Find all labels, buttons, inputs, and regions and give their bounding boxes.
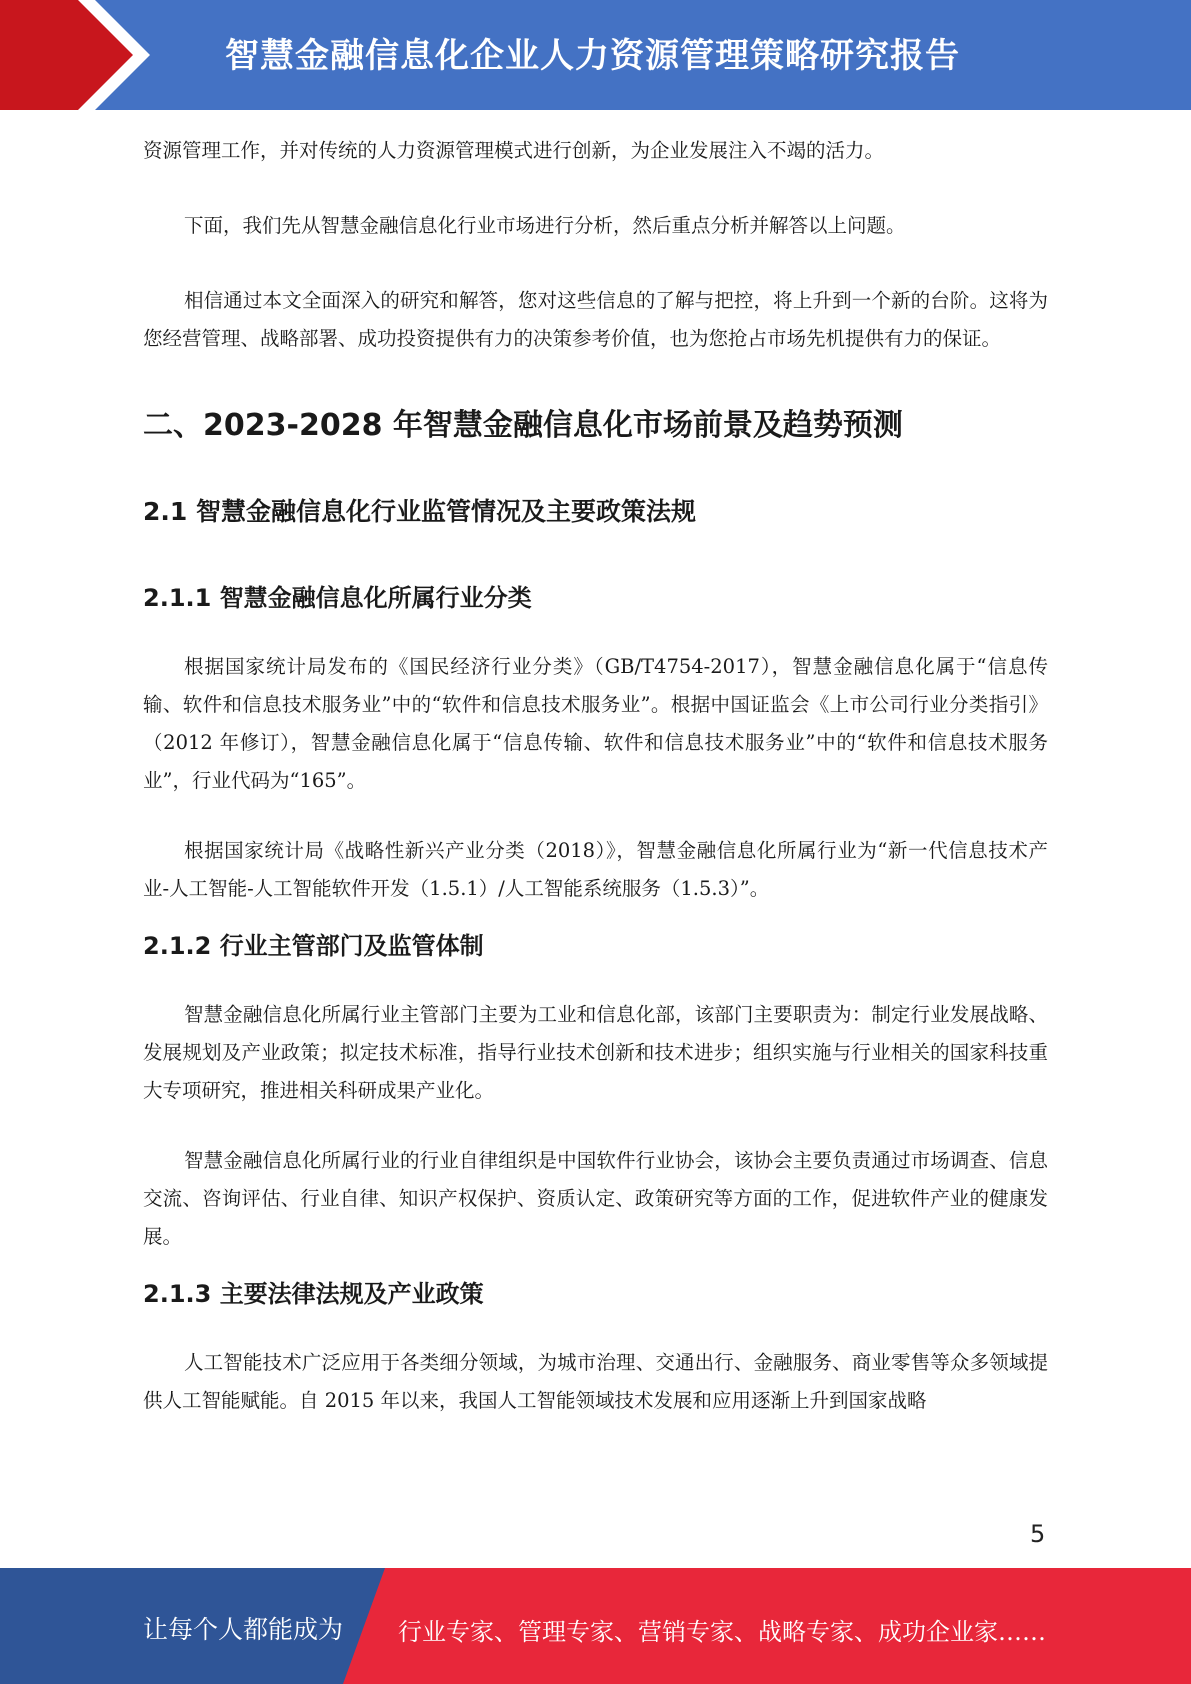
report-title: 智慧金融信息化企业人力资源管理策略研究报告 [225,36,960,76]
paragraph: 智慧金融信息化所属行业的行业自律组织是中国软件行业协会，该协会主要负责通过市场调查、信息交流、咨询评估、行业自律、知识产权保护、资质认定、政策研究等方面的工作，促进软件产业的健康发展。 [143,1149,1048,1248]
paragraph: 下面，我们先从智慧金融信息化行业市场进行分析，然后重点分析并解答以上问题。 [184,214,906,237]
subsection-heading: 2.1 智慧金融信息化行业监管情况及主要政策法规 [143,497,696,526]
subsubsection-heading: 2.1.3 主要法律法规及产业政策 [143,1280,484,1308]
subsubsection-heading: 2.1.1 智慧金融信息化所属行业分类 [143,584,532,612]
paragraph: 资源管理工作，并对传统的人力资源管理模式进行创新，为企业发展注入不竭的活力。 [143,139,885,162]
page-number: 5 [1030,1520,1046,1548]
section-heading: 二、2023-2028 年智慧金融信息化市场前景及趋势预测 [143,408,903,443]
subsubsection-heading: 2.1.2 行业主管部门及监管体制 [143,932,484,960]
paragraph: 根据国家统计局《战略性新兴产业分类（2018）》，智慧金融信息化所属行业为“新一代信息技术产业-人工智能-人工智能软件开发（1.5.1）/人工智能系统服务（1.5.3）”。 [143,839,1048,900]
paragraph: 根据国家统计局发布的《国民经济行业分类》（GB/T4754-2017），智慧金融信息化属于“信息传输、软件和信息技术服务业”中的“软件和信息技术服务业”。根据中国证监会《上市公司行业分类指引》（2012 年修订），智慧金融信息化属于“信息传输、软件和信息技术服务业”中的“软件和信息技术服务业”，行业代码为“165”。 [143,655,1048,792]
footer-slogan-left: 让每个人都能成为 [143,1615,344,1644]
page-header [0,0,1191,110]
paragraph: 相信通过本文全面深入的研究和解答，您对这些信息的了解与把控，将上升到一个新的台阶。这将为您经营管理、战略部署、成功投资提供有力的决策参考价值，也为您抢占市场先机提供有力的保证。 [143,289,1048,350]
red-chevron-icon [0,0,160,110]
page-footer [0,1568,1191,1684]
paragraph: 智慧金融信息化所属行业主管部门主要为工业和信息化部，该部门主要职责为：制定行业发展战略、发展规划及产业政策；拟定技术标准，指导行业技术创新和技术进步；组织实施与行业相关的国家科技重大专项研究，推进相关科研成果产业化。 [143,1003,1048,1102]
paragraph: 人工智能技术广泛应用于各类细分领域，为城市治理、交通出行、金融服务、商业零售等众多领域提供人工智能赋能。自 2015 年以来，我国人工智能领域技术发展和应用逐渐上升到国家战略 [143,1351,1048,1412]
footer-slogan-right: 行业专家、管理专家、营销专家、战略专家、成功企业家…… [398,1618,1046,1646]
document-body [143,132,1048,1420]
